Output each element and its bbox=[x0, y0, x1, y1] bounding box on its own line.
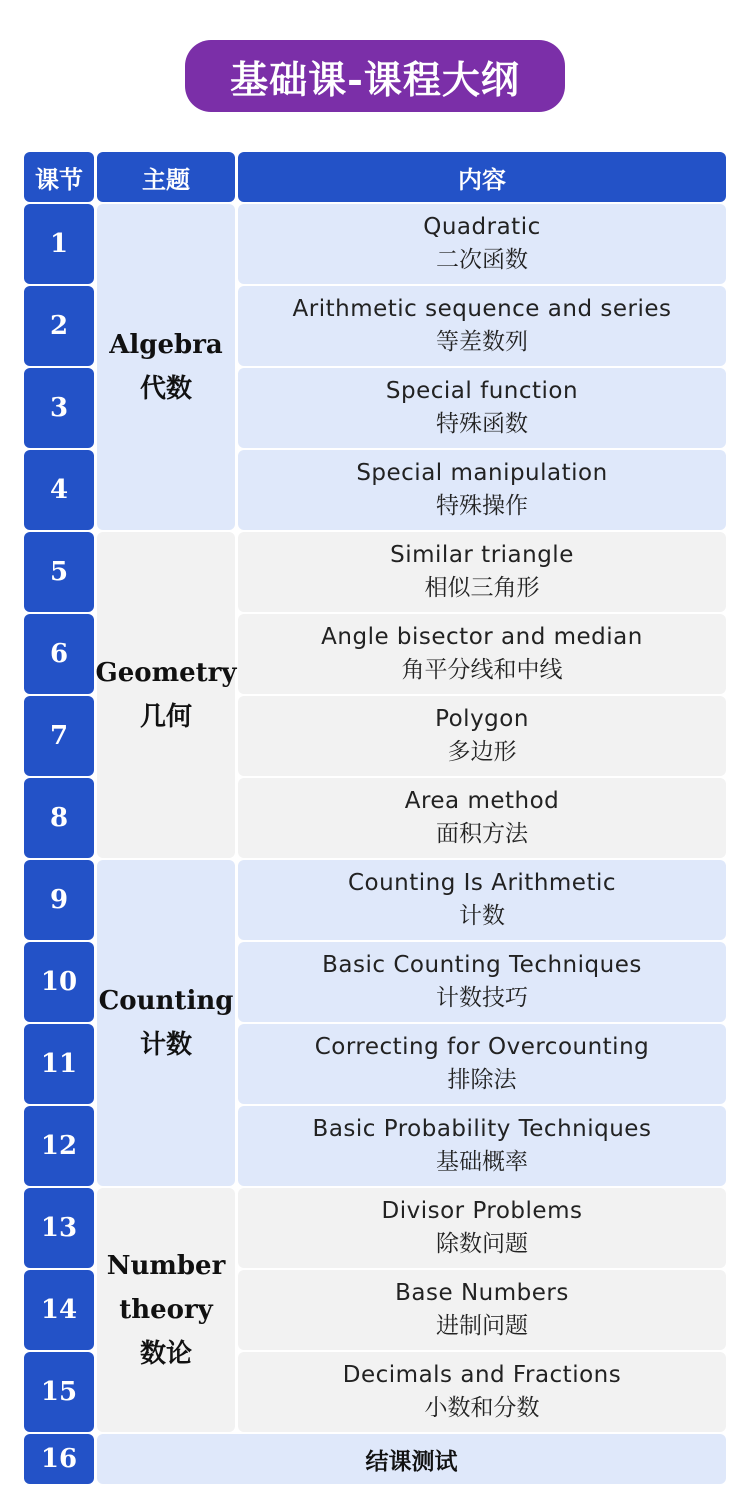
content-zh: 特殊操作 bbox=[436, 493, 528, 519]
lesson-number: 4 bbox=[24, 450, 94, 530]
header-content: 内容 bbox=[238, 152, 726, 202]
topic-en: Counting bbox=[98, 986, 234, 1016]
lesson-number: 7 bbox=[24, 696, 94, 776]
content-zh: 相似三角形 bbox=[424, 575, 540, 601]
content-cell bbox=[238, 532, 726, 612]
content-en: Base Numbers bbox=[395, 1280, 569, 1306]
topic-zh: 代数 bbox=[139, 374, 192, 404]
lesson-number: 3 bbox=[24, 368, 94, 448]
lesson-number: 12 bbox=[24, 1106, 94, 1186]
topic-en: Geometry bbox=[95, 658, 237, 688]
header-topic: 主题 bbox=[97, 152, 235, 202]
content-zh: 特殊函数 bbox=[436, 411, 528, 437]
lesson-number: 11 bbox=[24, 1024, 94, 1104]
content-zh: 计数技巧 bbox=[436, 985, 528, 1011]
content-cell bbox=[238, 1352, 726, 1432]
topic-geometry bbox=[97, 532, 235, 858]
content-cell bbox=[238, 696, 726, 776]
lesson-number: 10 bbox=[24, 942, 94, 1022]
topic-en-line2: theory bbox=[119, 1295, 213, 1325]
final-exam-cell: 结课测试 bbox=[97, 1434, 726, 1484]
lesson-number: 9 bbox=[24, 860, 94, 940]
topic-en: Algebra bbox=[109, 330, 223, 360]
content-cell bbox=[238, 1106, 726, 1186]
content-zh: 计数 bbox=[459, 903, 505, 929]
topic-zh: 几何 bbox=[139, 702, 192, 732]
lesson-number: 13 bbox=[24, 1188, 94, 1268]
lesson-number: 15 bbox=[24, 1352, 94, 1432]
content-en: Special manipulation bbox=[356, 460, 608, 486]
header-lesson: 课节 bbox=[24, 152, 94, 202]
content-zh: 除数问题 bbox=[436, 1231, 528, 1257]
content-en: Polygon bbox=[435, 706, 529, 732]
topic-number-theory bbox=[97, 1188, 235, 1432]
page-title: 基础课-课程大纲 bbox=[185, 40, 565, 112]
lesson-number: 1 bbox=[24, 204, 94, 284]
content-cell bbox=[238, 204, 726, 284]
content-cell bbox=[238, 614, 726, 694]
content-en: Angle bisector and median bbox=[321, 624, 643, 650]
content-en: Basic Probability Techniques bbox=[312, 1116, 652, 1142]
content-cell bbox=[238, 286, 726, 366]
lesson-number: 8 bbox=[24, 778, 94, 858]
content-cell bbox=[238, 778, 726, 858]
content-cell bbox=[238, 1024, 726, 1104]
content-en: Correcting for Overcounting bbox=[314, 1034, 650, 1060]
content-zh: 二次函数 bbox=[436, 247, 528, 273]
content-zh: 进制问题 bbox=[436, 1313, 528, 1339]
content-en: Area method bbox=[404, 788, 560, 814]
content-en: Divisor Problems bbox=[381, 1198, 583, 1224]
topic-counting bbox=[97, 860, 235, 1186]
lesson-number: 5 bbox=[24, 532, 94, 612]
content-zh: 小数和分数 bbox=[424, 1395, 540, 1421]
lesson-number: 2 bbox=[24, 286, 94, 366]
lesson-number-final: 16 bbox=[24, 1434, 94, 1484]
content-cell bbox=[238, 368, 726, 448]
content-cell bbox=[238, 1188, 726, 1268]
content-zh: 角平分线和中线 bbox=[401, 657, 563, 683]
content-en: Counting Is Arithmetic bbox=[347, 870, 617, 896]
content-zh: 基础概率 bbox=[436, 1149, 528, 1175]
topic-zh: 计数 bbox=[139, 1030, 192, 1060]
content-zh: 等差数列 bbox=[436, 329, 528, 355]
content-en: Arithmetic sequence and series bbox=[292, 296, 672, 322]
content-zh: 多边形 bbox=[447, 739, 517, 765]
topic-zh: 数论 bbox=[139, 1339, 192, 1369]
content-zh: 排除法 bbox=[447, 1067, 517, 1093]
content-en: Quadratic bbox=[423, 214, 541, 240]
content-cell bbox=[238, 450, 726, 530]
topic-en: Number bbox=[106, 1251, 226, 1281]
content-en: Basic Counting Techniques bbox=[322, 952, 642, 978]
content-cell bbox=[238, 860, 726, 940]
content-zh: 面积方法 bbox=[436, 821, 528, 847]
topic-algebra bbox=[97, 204, 235, 530]
content-cell bbox=[238, 942, 726, 1022]
lesson-number: 6 bbox=[24, 614, 94, 694]
content-cell bbox=[238, 1270, 726, 1350]
content-en: Similar triangle bbox=[390, 542, 574, 568]
content-en: Special function bbox=[385, 378, 579, 404]
content-en: Decimals and Fractions bbox=[342, 1362, 622, 1388]
lesson-number: 14 bbox=[24, 1270, 94, 1350]
